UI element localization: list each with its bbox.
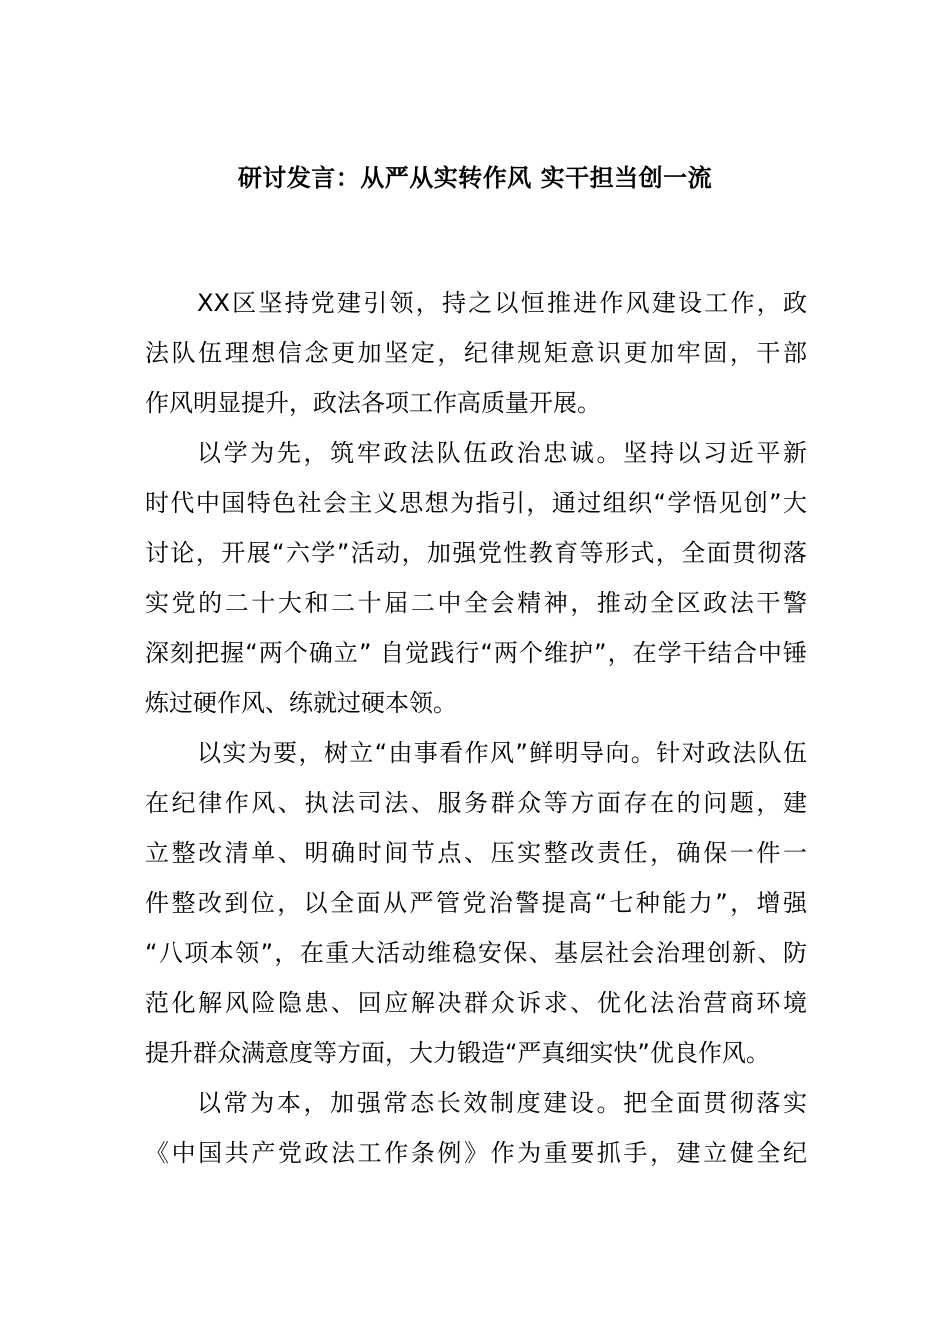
paragraph-line: 《中国共产党政法工作条例》作为重要抓手，建立健全纪 (145, 1139, 807, 1167)
paragraph-line: 作风明显提升，政法各项工作高质量开展。 (145, 389, 601, 417)
paragraph-2 (145, 428, 807, 728)
paragraph-line: 以常为本，加强常态长效制度建设。把全面贯彻落实 (197, 1089, 807, 1117)
paragraph-line: 讨论，开展“六学”活动，加强党性教育等形式，全面贯彻落 (145, 539, 807, 567)
paragraph-line: 立整改清单、明确时间节点、压实整改责任，确保一件一 (145, 839, 807, 867)
paragraph-line: 以学为先，筑牢政法队伍政治忠诚。坚持以习近平新 (197, 439, 807, 467)
paragraph-line: 炼过硬作风、练就过硬本领。 (145, 689, 457, 717)
paragraph-line: XX区坚持党建引领，持之以恒推进作风建设工作，政 (197, 289, 807, 317)
paragraph-line: 范化解风险隐患、回应解决群众诉求、优化法治营商环境 (145, 989, 807, 1017)
paragraph-line: 以实为要，树立“由事看作风”鲜明导向。针对政法队伍 (197, 739, 807, 767)
paragraph-line: 在纪律作风、执法司法、服务群众等方面存在的问题，建 (145, 789, 807, 817)
paragraph-line: 深刻把握“两个确立” 自觉践行“两个维护”，在学干结合中锤 (145, 639, 807, 667)
paragraph-line: 提升群众满意度等方面，大力锻造“严真细实快”优良作风。 (145, 1039, 770, 1067)
paragraph-line: 实党的二十大和二十届二中全会精神，推动全区政法干警 (145, 589, 807, 617)
paragraph-3 (145, 728, 807, 1078)
paragraph-line: 时代中国特色社会主义思想为指引，通过组织“学悟见创”大 (145, 489, 807, 517)
document-body (145, 278, 807, 1178)
paragraph-1 (145, 278, 807, 428)
paragraph-4 (145, 1078, 807, 1178)
page-title: 研讨发言：从严从实转作风 实干担当创一流 (237, 164, 713, 192)
paragraph-line: 法队伍理想信念更加坚定，纪律规矩意识更加牢固，干部 (145, 339, 807, 367)
paragraph-line: “八项本领”，在重大活动维稳安保、基层社会治理创新、防 (145, 939, 807, 967)
paragraph-line: 件整改到位，以全面从严管党治警提高“七种能力”，增强 (145, 889, 807, 917)
